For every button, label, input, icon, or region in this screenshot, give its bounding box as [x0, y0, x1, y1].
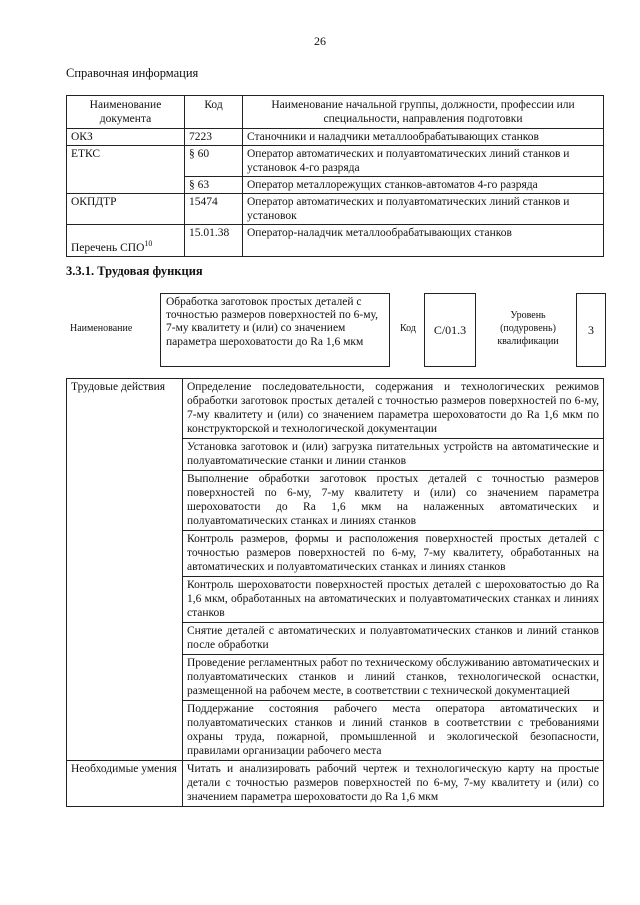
labor-action-item: Снятие деталей с автоматических и полуавтоматических станков и линий станков после обработки — [183, 623, 604, 655]
labor-action-item: Определение последовательности, содержания и технологических режимов обработки заготовок простых деталей с точностью размеров поверхностей по 6-му, 7-му квалитету и (или) со значением параметра шероховатости до Ra 1,6 мкм по конструкторской и технологической документации — [183, 379, 604, 439]
labor-actions-label: Трудовые действия — [67, 379, 183, 761]
reference-doc-cell: ОКПДТР — [67, 194, 185, 225]
labor-action-item: Контроль шероховатости поверхностей простых деталей с шероховатостью до Ra 1,6 мкм, обработанных на автоматических и полуавтоматических станках и линиях станков — [183, 577, 604, 623]
labor-actions-table — [66, 378, 604, 807]
reference-name-cell: Станочники и наладчики металлообрабатывающих станков — [243, 129, 604, 146]
labor-function-heading: 3.3.1. Трудовая функция — [66, 264, 203, 278]
reference-code-cell: 15474 — [185, 194, 243, 225]
reference-doc-cell — [67, 225, 185, 257]
reference-name-cell: Оператор металлорежущих станков-автоматов 4-го разряда — [243, 177, 604, 194]
reference-doc-text: Перечень СПО — [71, 242, 145, 255]
table-row — [67, 379, 604, 439]
function-name-label: Наименование — [70, 323, 133, 334]
reference-name-cell: Оператор-наладчик металлообрабатывающих станков — [243, 225, 604, 257]
function-name-value: Обработка заготовок простых деталей с точностью размеров поверхностей по 6-му, 7-му квалитету и (или) со значением параметра шероховатости до Ra 1,6 мкм — [160, 293, 390, 367]
function-code-value: C/01.3 — [424, 293, 476, 367]
table-row — [67, 761, 604, 807]
labor-action-item: Выполнение обработки заготовок простых деталей с точностью размеров поверхностей по 6-му, 7-му квалитету и (или) со значением параметра шероховатости до Ra 1,6 мкм на налаженных автоматических и полуавтоматических станках и линиях станков — [183, 471, 604, 531]
labor-action-item: Поддержание состояния рабочего места оператора автоматических и полуавтоматических станков и линий станков в соответствии с требованиями охраны труда, пожарной, промышленной и экологической безопасности, правилами организации рабочего места — [183, 701, 604, 761]
reference-code-cell: 7223 — [185, 129, 243, 146]
reference-doc-cell: ЕТКС — [67, 146, 185, 194]
reference-doc-cell: ОКЗ — [67, 129, 185, 146]
qualification-level-value: 3 — [576, 293, 606, 367]
labor-action-item: Установка заготовок и (или) загрузка питательных устройств на автоматические и полуавтоматические станки и линии станков — [183, 439, 604, 471]
reference-code-cell: 15.01.38 — [185, 225, 243, 257]
reference-code-cell: § 60 — [185, 146, 243, 177]
reference-row — [67, 129, 604, 146]
reference-heading: Справочная информация — [66, 66, 199, 80]
footnote-marker: 10 — [144, 239, 153, 249]
column-header-code: Код — [185, 96, 243, 129]
reference-row — [67, 225, 604, 257]
function-code-label: Код — [400, 323, 416, 334]
reference-table — [66, 95, 604, 257]
qualification-level-label: Уровень (подуровень) квалификации — [497, 310, 559, 347]
labor-action-item: Контроль размеров, формы и расположения поверхностей простых деталей с точностью размеров поверхностей по 6-му, 7-му квалитету, обработанных на автоматических и полуавтоматических станках и линиях станков — [183, 531, 604, 577]
reference-name-cell: Оператор автоматических и полуавтоматических линий станков и установок 4-го разряда — [243, 146, 604, 177]
column-header-document: Наименование документа — [67, 96, 185, 129]
reference-row — [67, 146, 604, 177]
reference-name-cell: Оператор автоматических и полуавтоматических линий станков и установок — [243, 194, 604, 225]
reference-code-cell: § 63 — [185, 177, 243, 194]
column-header-name: Наименование начальной группы, должности, профессии или специальности, направления подготовки — [243, 96, 604, 129]
labor-action-item: Проведение регламентных работ по техническому обслуживанию автоматических и полуавтоматических станков и линий станков, технологической оснастки, размещенной на рабочем месте, в соответствии с технической документацией — [183, 655, 604, 701]
reference-header-row — [67, 96, 604, 129]
page-number: 26 — [314, 34, 326, 48]
required-skills-label: Необходимые умения — [67, 761, 183, 807]
reference-row — [67, 194, 604, 225]
required-skill-item: Читать и анализировать рабочий чертеж и технологическую карту на простые детали с точностью размеров поверхностей по 6-му, 7-му квалитету и (или) со значением параметра шероховатости до Ra 1,6 мкм — [183, 761, 604, 807]
